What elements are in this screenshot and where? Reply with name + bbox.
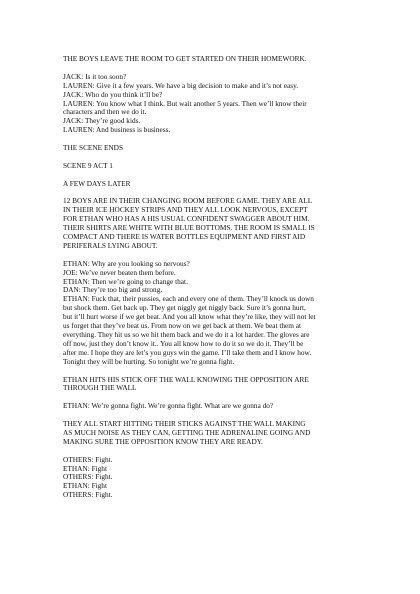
scene-heading [63, 180, 363, 189]
text-line: OTHERS: Fight. [63, 454, 113, 464]
text-line: Tonight they will be hurting. So tonight we’re gonna fight. [63, 356, 235, 366]
text-line: FOR ETHAN WHO HAS A HIS USUAL CONFIDENT SWAGGER ABOUT HIM. [63, 214, 310, 224]
text-line: THEIR SHIRTS ARE WHITE WITH BLUE BOTTOMS. THE ROOM IS SMALL IS [63, 223, 315, 233]
dialogue-block [63, 73, 363, 135]
text-line: but it’ll hurt worse if we get beat. And you all know what they’re like, they will not let [63, 312, 316, 322]
text-line: ETHAN: We’re gonna fight. We’re gonna fight. What are we gonna do? [63, 401, 274, 411]
dialogue-block [63, 456, 363, 501]
text-line: OTHERS: Fight. [63, 472, 113, 482]
text-line: ETHAN: Fuck that, their pussies, each and every one of them. They’ll knock us down [63, 294, 314, 304]
dialogue-block [63, 402, 363, 411]
text-line: LAUREN: Give it a few years. We have a big decision to make and it’s not easy. [63, 80, 299, 90]
text-line: THE SCENE ENDS [63, 143, 123, 153]
text-line: ETHAN HITS HIS STICK OFF THE WALL KNOWING THE OPPOSITION ARE [63, 374, 309, 384]
text-line: THE BOYS LEAVE THE ROOM TO GET STARTED ON THEIR HOMEWORK. [63, 54, 307, 63]
stage-direction [63, 144, 363, 153]
dialogue-block [63, 260, 363, 367]
text-line: after me. I hope they are let’s you guys win the game. I’ll take them and I know how. [63, 347, 312, 357]
text-line: JOE: We’ve never beaten them before. [63, 267, 176, 277]
text-line: JACK: Is it too soon? [63, 71, 127, 81]
text-line: everything. They hit us so we hit them back and we do it a lot harder. The gloves are [63, 330, 310, 339]
text-line: ETHAN: Why are you looking so nervous? [63, 258, 190, 268]
text-line: ETHAN: Fight [63, 463, 107, 473]
text-line: JACK: They’re good kids. [63, 116, 141, 126]
text-line: but shock them. Get back up. They get niggly get niggly back. Sure it’s gonna hurt, [63, 303, 306, 313]
stage-direction [63, 376, 363, 394]
text-line: SCENE 9 ACT 1 [63, 160, 113, 170]
stage-direction [63, 55, 363, 64]
text-line: PERIFERALS LYING ABOUT. [63, 240, 158, 250]
text-line: AS MUCH NOISE AS THEY CAN, GETTING THE ADRENALINE GOING AND [63, 427, 311, 437]
text-line: off now, just they don’t know it.. You all know how to do it so we do it. They’ll be [63, 338, 304, 348]
scene-heading [63, 162, 363, 171]
stage-direction [63, 197, 363, 250]
text-line: COMPACT AND THERE IS WATER BOTTLES EQUIPMENT AND FIRST AID [63, 232, 306, 242]
text-line: OTHERS: Fight. [63, 490, 113, 500]
text-line: THEY ALL START HITTING THEIR STICKS AGAINST THE WALL MAKING [63, 419, 306, 429]
text-line: us forget that they’ve beat us. From now on we get back at them. We beat them at [63, 321, 302, 331]
text-line: JACK: Who do you think it’ll be? [63, 89, 163, 99]
text-line: ETHAN: Then we’re going to change that. [63, 276, 188, 286]
text-line: THROUGH THE WALL [63, 383, 137, 393]
text-line: ETHAN: Fight [63, 481, 107, 491]
text-line: MAKING SURE THE OPPOSITION KNOW THEY ARE READY. [63, 436, 263, 446]
text-line: 12 BOYS ARE IN THEIR CHANGING ROOM BEFORE GAME. THEY ARE ALL [63, 196, 313, 206]
text-line: LAUREN: You know what I think. But wait another 5 years. Then we’ll know their [63, 98, 307, 108]
text-line: LAUREN: And business is business. [63, 125, 171, 135]
text-line: IN THEIR ICE HOCKEY STRIPS AND THEY ALL LOOK NERVOUS, EXCEPT [63, 205, 308, 215]
script-body [63, 55, 363, 509]
text-line: DAN: They’re too big and strong. [63, 285, 163, 295]
text-line: A FEW DAYS LATER [63, 178, 131, 188]
stage-direction [63, 420, 363, 447]
text-line: characters and then we do it. [63, 107, 147, 117]
